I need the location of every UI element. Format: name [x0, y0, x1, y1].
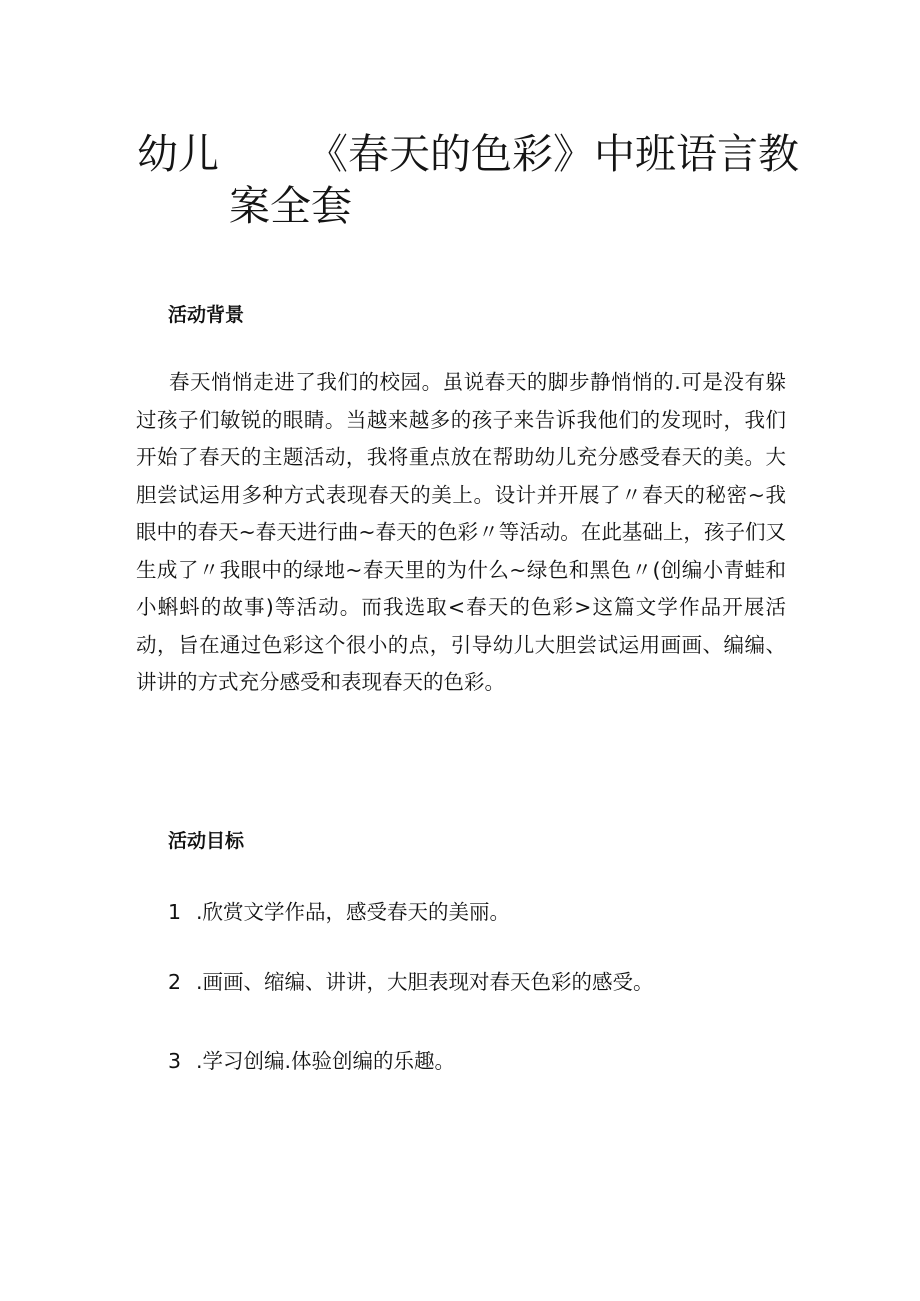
goal-number: 3 [168, 1049, 182, 1073]
goal-text: .欣赏文学作品，感受春天的美丽。 [196, 900, 511, 924]
title-part-2: 《春天的色彩》中班语言教 [307, 130, 799, 178]
goal-item [168, 965, 654, 995]
goal-number: 2 [168, 970, 182, 994]
title-line-1 [137, 128, 797, 180]
goal-text: .画画、缩编、讲讲，大胆表现对春天色彩的感受。 [196, 970, 654, 994]
background-paragraph: 春天悄悄走进了我们的校园。虽说春天的脚步静悄悄的.可是没有躲过孩子们敏锐的眼睛。当越来越多的孩子来告诉我他们的发现时，我们开始了春天的主题活动，我将重点放在帮助幼儿充分感受春天的美。大胆尝试运用多种方式表现春天的美上。设计并开展了〃春天的秘密~我眼中的春天~春天进行曲~春天的色彩〃等活动。在此基础上，孩子们又生成了〃我眼中的绿地~春天里的为什么~绿色和黑色〃(创编小青蛙和小蝌蚪的故事)等活动。而我选取<春天的色彩>这篇文学作品开展活动，旨在通过色彩这个很小的点，引导幼儿大胆尝试运用画画、编编、讲讲的方式充分感受和表现春天的色彩。 [136, 370, 786, 694]
title-part-1: 幼儿 [137, 130, 219, 178]
goal-item [168, 895, 510, 925]
section-heading-background: 活动背景 [168, 304, 245, 326]
section-heading-goals: 活动目标 [168, 830, 245, 852]
goal-number: 1 [168, 900, 182, 924]
document-title [137, 128, 797, 232]
title-line-2: 案全套 [229, 182, 352, 230]
goal-text: .学习创编.体验创编的乐趣。 [196, 1049, 456, 1073]
goal-item [168, 1044, 455, 1074]
